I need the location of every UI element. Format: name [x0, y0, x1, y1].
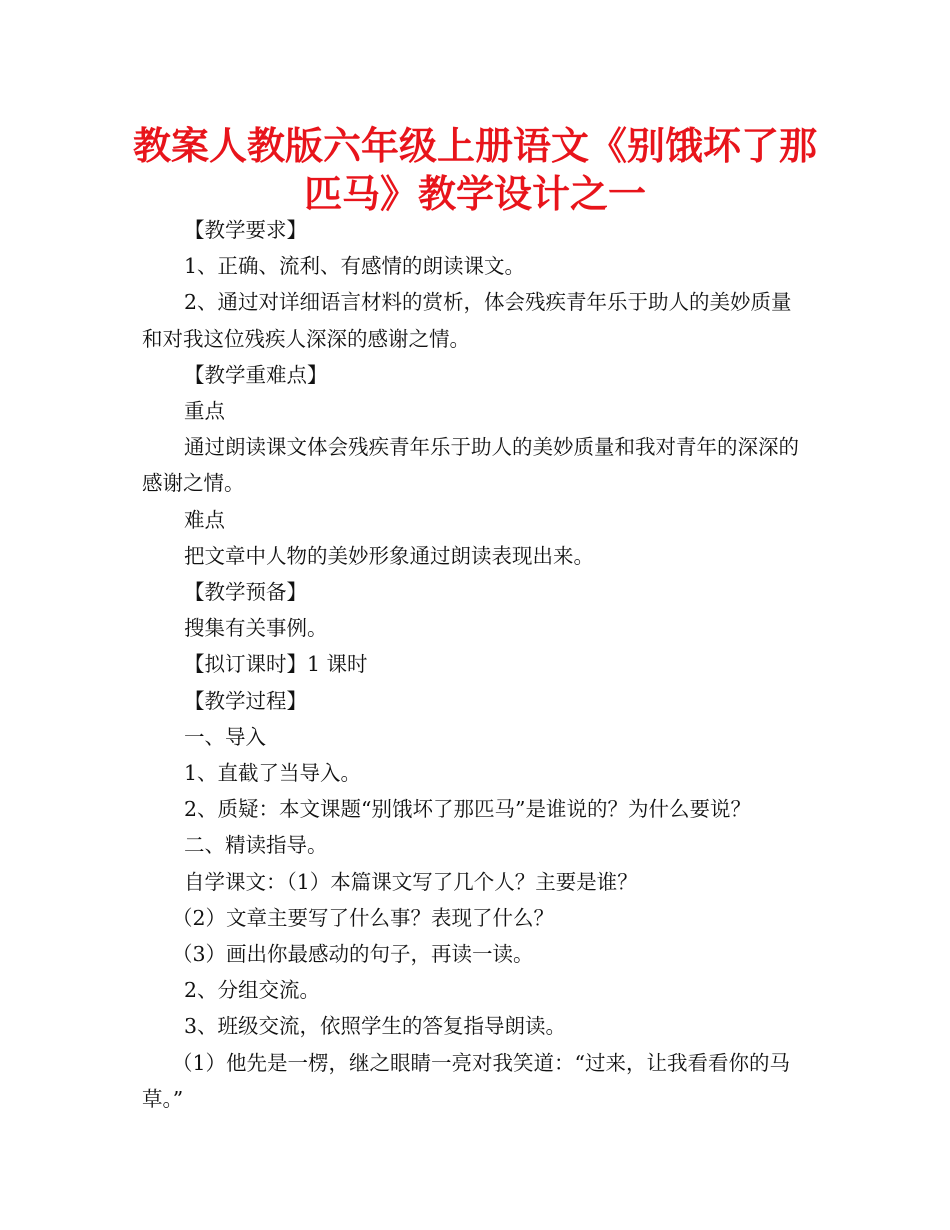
paragraph: 难点 [184, 507, 225, 532]
title-line-1: 教案人教版六年级上册语文《别饿坏了那 [132, 124, 817, 168]
paragraph: 搜集有关事例。 [184, 616, 328, 641]
paragraph: 1、正确、流利、有感情的朗读课文。 [184, 254, 526, 279]
paragraph: 2、分组交流。 [184, 978, 321, 1003]
paragraph: 二、精读指导。 [184, 833, 328, 858]
paragraph: （3）画出你最感动的句子，再读一读。 [172, 942, 534, 967]
section-heading-key-points: 【教学重难点】 [184, 362, 328, 387]
paragraph: 一、导入 [184, 724, 266, 749]
document-body [142, 212, 810, 1117]
paragraph: 重点 [184, 399, 225, 424]
paragraph: （1）他先是一楞，继之眼睛一亮对我笑道：“过来，让我看看你的马草。” [142, 1050, 791, 1111]
paragraph: 3、班级交流，依照学生的答复指导朗读。 [184, 1014, 567, 1039]
paragraph: 2、质疑：本文课题“别饿坏了那匹马”是谁说的？为什么要说？ [184, 797, 752, 822]
paragraph: 把文章中人物的美妙形象通过朗读表现出来。 [184, 543, 594, 568]
paragraph: （2）文章主要写了什么事？表现了什么？ [172, 905, 555, 930]
section-heading-requirements: 【教学要求】 [184, 218, 307, 242]
paragraph: 自学课文：（1）本篇课文写了几个人？主要是谁？ [184, 869, 638, 894]
section-heading-schedule: 【拟订课时】1 课时 [184, 652, 368, 677]
paragraph: 2、通过对详细语言材料的赏析，体会残疾青年乐于助人的美妙质量和对我这位残疾人深深的感谢之情。 [142, 290, 792, 351]
title-line-2: 匹马》教学设计之一 [303, 172, 646, 216]
paragraph: 通过朗读课文体会残疾青年乐于助人的美妙质量和我对青年的深深的感谢之情。 [142, 435, 799, 496]
document-title [120, 122, 830, 218]
section-heading-process: 【教学过程】 [184, 688, 307, 713]
section-heading-preparation: 【教学预备】 [184, 580, 307, 605]
paragraph: 1、直截了当导入。 [184, 761, 362, 786]
